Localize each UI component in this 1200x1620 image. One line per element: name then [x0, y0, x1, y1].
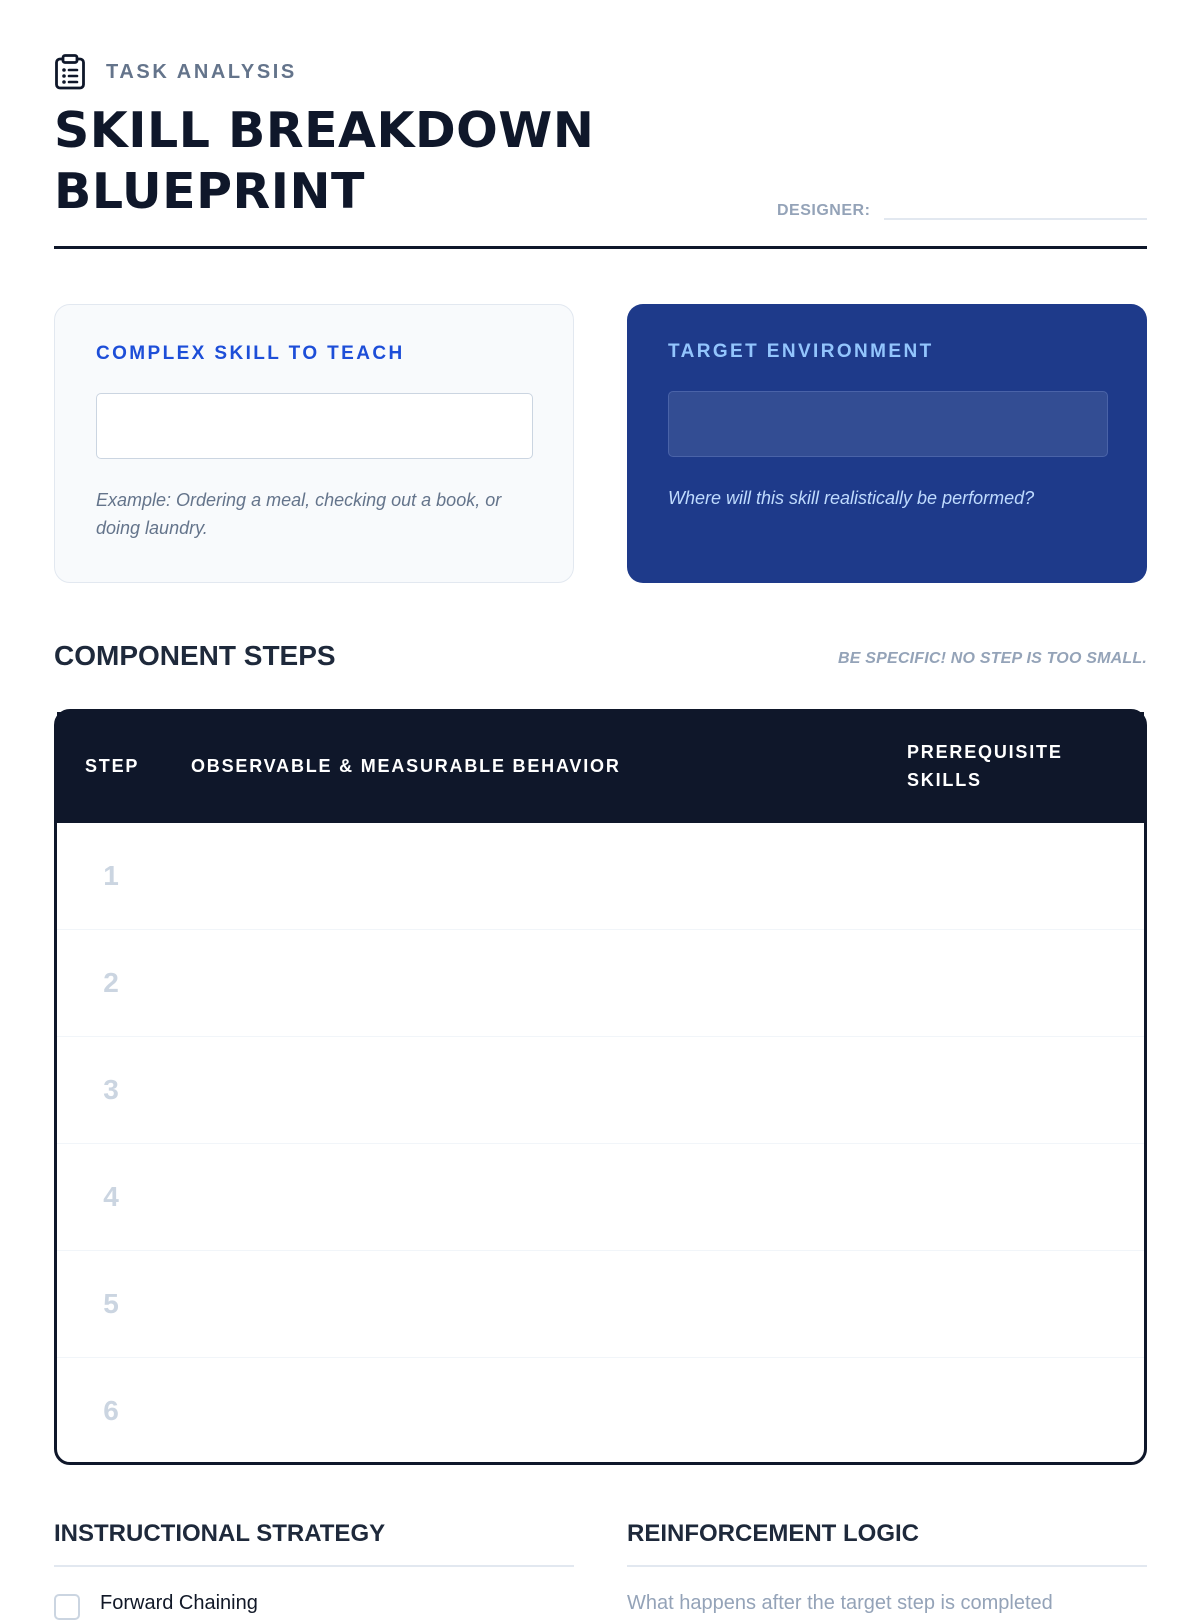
component-steps-note: BE SPECIFIC! NO STEP IS TOO SMALL.	[837, 650, 1147, 667]
skill-input[interactable]	[96, 393, 533, 459]
environment-card	[627, 304, 1147, 583]
step-number: 6	[103, 1395, 119, 1426]
step-number: 1	[103, 860, 119, 891]
table-row[interactable]	[57, 1037, 1144, 1144]
skill-help-text: Example: Ordering a meal, checking out a book, or doing laundry.	[96, 490, 502, 538]
header-divider	[54, 246, 1147, 249]
step-number: 2	[103, 967, 119, 998]
designer-field	[777, 196, 1147, 220]
eyebrow	[54, 54, 297, 90]
reinforcement-logic-divider	[627, 1565, 1147, 1567]
environment-card-label: TARGET ENVIRONMENT	[668, 341, 934, 362]
column-header-prerequisites: PREREQUISITE SKILLS	[907, 742, 1063, 790]
component-steps-table	[54, 709, 1147, 1465]
table-row[interactable]	[57, 930, 1144, 1037]
skill-card-label: COMPLEX SKILL TO TEACH	[96, 343, 405, 364]
skill-card	[54, 304, 574, 583]
worksheet-page	[54, 0, 1147, 1614]
reinforcement-prompt: What happens after the target step is completed	[627, 1592, 1053, 1614]
step-number: 5	[103, 1288, 119, 1319]
table-header	[57, 712, 1144, 823]
instructional-strategy-title: INSTRUCTIONAL STRATEGY	[54, 1520, 386, 1547]
table-body	[57, 823, 1144, 1465]
environment-help-text: Where will this skill realistically be performed?	[668, 488, 1035, 508]
step-number: 4	[103, 1181, 119, 1212]
table-row[interactable]	[57, 823, 1144, 930]
column-header-behavior: OBSERVABLE & MEASURABLE BEHAVIOR	[191, 756, 621, 776]
strategy-option-checkbox[interactable]	[54, 1594, 80, 1620]
instructional-strategy-divider	[54, 1565, 574, 1567]
column-header-step: STEP	[85, 756, 140, 776]
component-steps-title: COMPONENT STEPS	[54, 640, 336, 671]
eyebrow-text: TASK ANALYSIS	[106, 60, 297, 83]
table-row[interactable]	[57, 1251, 1144, 1358]
table-row[interactable]	[57, 1358, 1144, 1465]
environment-input[interactable]	[668, 391, 1108, 457]
reinforcement-logic-title: REINFORCEMENT LOGIC	[627, 1520, 919, 1547]
table-row[interactable]	[57, 1144, 1144, 1251]
clipboard-list-icon	[54, 54, 86, 90]
step-number: 3	[103, 1074, 119, 1105]
designer-label: DESIGNER:	[777, 202, 871, 219]
designer-input-line[interactable]	[884, 198, 1147, 220]
strategy-option-label: Forward Chaining	[100, 1592, 258, 1614]
page-title: SKILL BREAKDOWN BLUEPRINT	[54, 102, 595, 220]
